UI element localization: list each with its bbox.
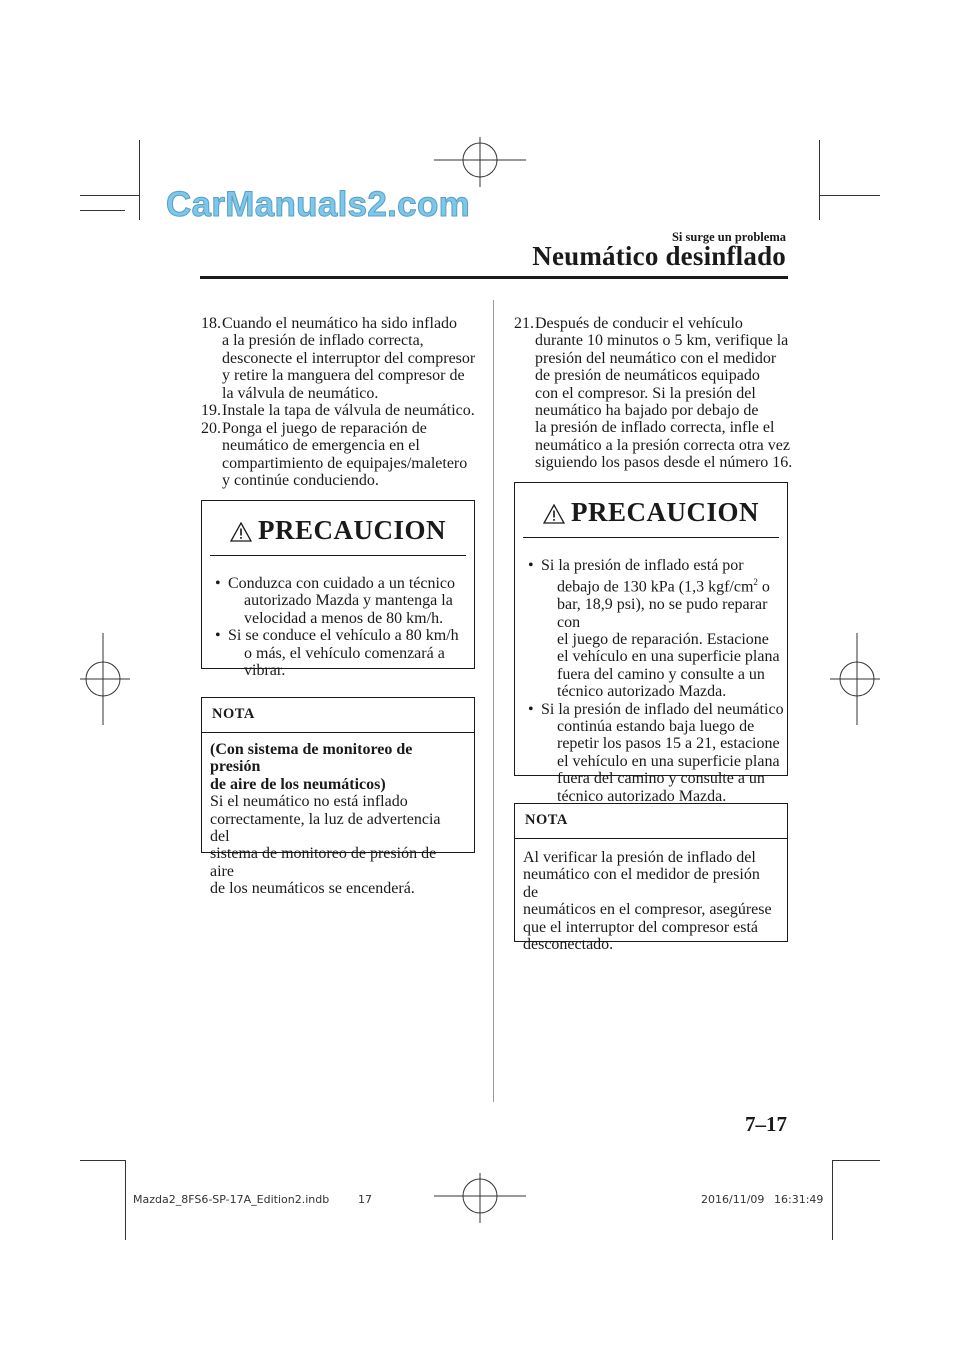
caution-bullet: [515, 701, 787, 805]
crop-mark: [80, 1160, 125, 1161]
step-number: 19.: [201, 402, 221, 419]
caution-bullet: [515, 557, 787, 701]
footer-page: 17: [358, 1193, 372, 1206]
caution-bullet: [202, 627, 474, 679]
bullet-icon: •: [215, 627, 221, 645]
bullet-line: fuera del camino y consulte a un: [557, 665, 765, 683]
caution-heading-text: PRECAUCION: [257, 515, 446, 545]
step-line: y retire la manguera del compresor de: [222, 367, 465, 385]
page-title: Neumático desinflado: [532, 241, 786, 271]
step-number: 21.: [514, 315, 534, 332]
page-number: 7–17: [745, 1112, 787, 1136]
note-heading: NOTA: [525, 812, 568, 828]
step-line: Ponga el juego de reparación de: [222, 420, 427, 437]
note-bold-line: (Con sistema de monitoreo de presión: [210, 741, 413, 776]
note-line: Si el neumático no está inflado: [210, 793, 408, 811]
caution-box: [514, 482, 788, 805]
registration-mark-icon: [830, 633, 880, 725]
step-line: neumático ha bajado por debajo de: [535, 402, 759, 420]
registration-mark-icon: [434, 1173, 526, 1223]
step-number: 20.: [201, 420, 221, 437]
step-19: [201, 402, 481, 419]
bullet-line: autorizado Mazda y mantenga la: [244, 592, 453, 610]
bullet-line: técnico autorizado Mazda.: [557, 787, 727, 805]
bullet-line: técnico autorizado Mazda.: [557, 683, 727, 701]
bullet-icon: •: [215, 575, 221, 592]
step-line: Cuando el neumático ha sido inflado: [222, 315, 458, 332]
step-line: y continúe conduciendo.: [222, 472, 379, 490]
step-line: Instale la tapa de válvula de neumático.: [222, 402, 475, 419]
note-heading: NOTA: [212, 706, 255, 722]
step-line: neumático a la presión correcta otra vez: [535, 436, 790, 454]
note-line: que el interruptor del compresor está: [523, 918, 759, 936]
step-20: [201, 420, 481, 490]
step-line: desconecte el interruptor del compresor: [222, 349, 476, 367]
step-18: [201, 315, 481, 402]
note-line: neumático con el medidor de presión de: [523, 866, 760, 901]
bullet-line: Si la presión de inflado está por: [541, 557, 744, 574]
note-line: neumáticos en el compresor, asegúrese: [523, 901, 772, 919]
note-line: sistema de monitoreo de presión de aire: [210, 845, 437, 880]
crop-mark: [139, 140, 140, 220]
bullet-line: Conduzca con cuidado a un técnico: [228, 575, 456, 592]
bullet-line: repetir los pasos 15 a 21, estacione: [557, 735, 780, 753]
warning-triangle-icon: [543, 504, 565, 524]
bullet-icon: •: [528, 557, 534, 574]
crop-mark: [832, 1160, 833, 1240]
caution-box: [201, 500, 475, 680]
crop-mark: [820, 195, 880, 196]
superscript: 2: [753, 577, 758, 588]
footer-date: 2016/11/09: [701, 1193, 765, 1206]
bullet-line: fuera del camino y consulte a un: [557, 770, 765, 788]
bullet-line: el vehículo en una superficie plana: [557, 752, 780, 770]
step-line: a la presión de inflado correcta,: [222, 332, 424, 350]
note-line: correctamente, la luz de advertencia del: [210, 810, 441, 846]
warning-triangle-icon: [230, 522, 252, 542]
watermark: CarManuals2.com: [166, 185, 471, 224]
note-line: desconectado.: [523, 936, 614, 954]
crop-mark: [80, 210, 125, 211]
note-bold-line: de aire de los neumáticos): [210, 775, 386, 793]
note-line: Al verificar la presión de inflado del: [523, 849, 756, 866]
caution-heading-text: PRECAUCION: [570, 497, 759, 527]
header-rule: [200, 276, 788, 279]
section-label: Si surge un problema: [671, 230, 786, 244]
bullet-text: debajo de 130 kPa (1,3 kgf/cm: [557, 578, 754, 596]
crop-mark: [832, 1160, 880, 1161]
bullet-line: vibrar.: [244, 662, 286, 680]
bullet-line: Si se conduce el vehículo a 80 km/h: [228, 627, 459, 645]
caution-bullet: [202, 575, 474, 627]
bullet-text: o: [757, 578, 770, 596]
note-box: [201, 697, 475, 898]
step-line: la válvula de neumático.: [222, 384, 379, 402]
step-line: de presión de neumáticos equipado: [535, 367, 760, 385]
bullet-line: el juego de reparación. Estacione: [557, 630, 769, 648]
crop-mark: [819, 140, 820, 220]
bullet-line: o más, el vehículo comenzará a: [244, 644, 445, 662]
bullet-line: velocidad a menos de 80 km/h.: [244, 609, 444, 627]
caution-heading: [202, 501, 474, 555]
caution-heading: [515, 483, 787, 537]
footer-file: Mazda2_8FS6-SP-17A_Edition2.indb: [133, 1193, 330, 1206]
step-line: compartimiento de equipajes/maletero: [222, 454, 468, 472]
step-line: siguiendo los pasos desde el número 16.: [535, 454, 793, 472]
bullet-line: Si la presión de inflado del neumático: [541, 700, 784, 718]
step-line: Después de conducir el vehículo: [535, 315, 743, 332]
note-box: [514, 803, 788, 954]
footer-time: 16:31:49: [774, 1193, 824, 1206]
step-line: presión del neumático con el medidor: [535, 349, 777, 367]
step-line: con el compresor. Si la presión del: [535, 384, 756, 402]
registration-mark-icon: [434, 137, 526, 187]
step-21: [514, 315, 794, 472]
bullet-icon: •: [528, 700, 534, 718]
crop-mark: [125, 1160, 126, 1240]
step-line: durante 10 minutos o 5 km, verifique la: [535, 332, 789, 350]
step-line: neumático de emergencia en el: [222, 437, 420, 455]
bullet-line: [557, 574, 787, 596]
crop-mark: [80, 195, 140, 196]
bullet-line: bar, 18,9 psi), no se pudo reparar con: [557, 596, 768, 631]
step-line: la presión de inflado correcta, infle el: [535, 419, 775, 437]
bullet-line: el vehículo en una superficie plana: [557, 648, 780, 666]
note-line: de los neumáticos se encenderá.: [210, 880, 415, 898]
column-divider: [493, 300, 494, 1102]
step-number: 18.: [201, 315, 221, 332]
registration-mark-icon: [80, 633, 130, 725]
bullet-line: continúa estando baja luego de: [557, 717, 755, 735]
